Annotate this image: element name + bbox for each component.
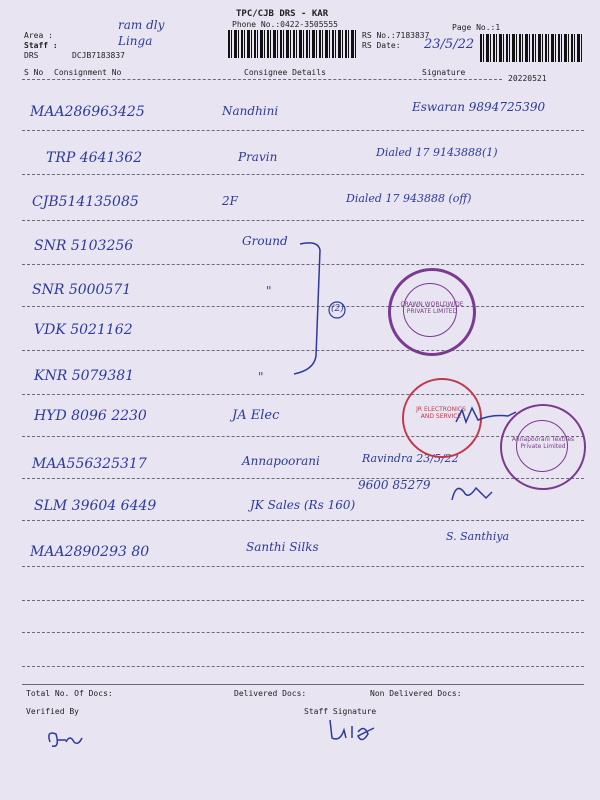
header-page-no: Page No.:1 bbox=[452, 23, 501, 32]
consignee: JK Sales (Rs 160) bbox=[250, 498, 356, 512]
consignment-no: SLM 39604 6449 bbox=[34, 498, 157, 514]
bracket-note: (2) bbox=[331, 304, 344, 314]
bracket-annotation bbox=[290, 236, 360, 376]
staff-value: Linga bbox=[118, 34, 153, 48]
consignee: Pravin bbox=[238, 150, 278, 164]
consignment-no: SNR 5000571 bbox=[32, 282, 132, 298]
staff-signature-label: Staff Signature bbox=[304, 707, 377, 716]
consignment-no: SNR 5103256 bbox=[34, 238, 134, 254]
non-delivered-docs-label: Non Delivered Docs: bbox=[370, 689, 462, 698]
header-title: TPC/CJB DRS - KAR bbox=[236, 9, 329, 19]
col-signature: Signature bbox=[422, 68, 466, 77]
header-phone: Phone No.:0422-3505555 bbox=[232, 20, 338, 29]
annapoorani-stamp-text: Annapoorani Textiles Private Limited bbox=[511, 436, 575, 450]
row-divider bbox=[22, 478, 584, 479]
consignment-no: TRP 4641362 bbox=[46, 150, 143, 166]
consignee: " bbox=[258, 370, 264, 384]
rs-date-label: RS Date: bbox=[362, 41, 401, 50]
delivered-docs-label: Delivered Docs: bbox=[234, 689, 307, 698]
printed-date: 20220521 bbox=[508, 74, 547, 83]
signature: Dialed 17 943888 (off) bbox=[346, 192, 472, 205]
row-divider bbox=[22, 666, 584, 667]
consignee: Nandhini bbox=[222, 104, 279, 118]
staff-signature bbox=[324, 716, 380, 746]
col-consignee: Consignee Details bbox=[244, 68, 326, 77]
header-divider bbox=[22, 79, 502, 80]
barcode-date bbox=[480, 34, 584, 62]
consignment-no: HYD 8096 2230 bbox=[34, 408, 147, 424]
consignment-no: MAA286963425 bbox=[30, 104, 145, 120]
area-label: Area : bbox=[24, 31, 53, 40]
row-divider bbox=[22, 436, 584, 437]
crawn-stamp bbox=[388, 268, 476, 356]
consignee: " bbox=[266, 284, 272, 298]
consignee: JA Elec bbox=[232, 408, 280, 423]
col-consignment: Consignment No bbox=[54, 68, 122, 77]
consignee: Annapoorani bbox=[242, 454, 320, 468]
signature: Dialed 17 9143888(1) bbox=[376, 146, 498, 159]
col-sno: S No bbox=[24, 68, 44, 77]
rs-no: RS No.:7183837 bbox=[362, 31, 430, 40]
row-divider bbox=[22, 174, 584, 175]
signature: Eswaran 9894725390 bbox=[412, 100, 546, 114]
consignment-no: CJB514135085 bbox=[32, 194, 139, 210]
row-divider bbox=[22, 220, 584, 221]
consignment-no: MAA2890293 80 bbox=[30, 544, 150, 560]
barcode-main bbox=[228, 30, 356, 58]
rs-date-value: 23/5/22 bbox=[424, 37, 475, 52]
signature: S. Santhiya bbox=[446, 530, 510, 543]
signature: Ravindra 23/5/22 bbox=[362, 452, 459, 465]
row8-signature-scribble bbox=[452, 404, 522, 430]
consignee: Santhi Silks bbox=[246, 540, 319, 554]
row-divider bbox=[22, 632, 584, 633]
row-divider bbox=[22, 566, 584, 567]
consignment-no: MAA556325317 bbox=[32, 456, 147, 472]
row-divider bbox=[22, 130, 584, 131]
signature: 9600 85279 bbox=[358, 478, 431, 492]
drs-code: DCJB7183837 bbox=[72, 51, 125, 60]
consignee: Ground bbox=[242, 234, 288, 248]
crawn-stamp-text: CRAWN WORLDWIDE PRIVATE LIMITED bbox=[400, 301, 464, 315]
footer-divider bbox=[22, 684, 584, 685]
row-divider bbox=[22, 600, 584, 601]
consignment-no: KNR 5079381 bbox=[34, 368, 135, 384]
staff-label: Staff : bbox=[24, 41, 58, 50]
consignee: 2F bbox=[222, 194, 238, 208]
total-docs-label: Total No. Of Docs: bbox=[26, 689, 113, 698]
row10-signature-scribble bbox=[446, 478, 496, 508]
jr-stamp-text: JR ELECTRONICS AND SERVICE bbox=[416, 406, 466, 420]
verified-by-label: Verified By bbox=[26, 707, 79, 716]
area-value: ram dly bbox=[118, 18, 165, 32]
drs-label: DRS bbox=[24, 51, 39, 60]
row-divider bbox=[22, 394, 584, 395]
row-divider bbox=[22, 520, 584, 521]
consignment-no: VDK 5021162 bbox=[34, 322, 133, 338]
verified-signature bbox=[44, 724, 94, 752]
